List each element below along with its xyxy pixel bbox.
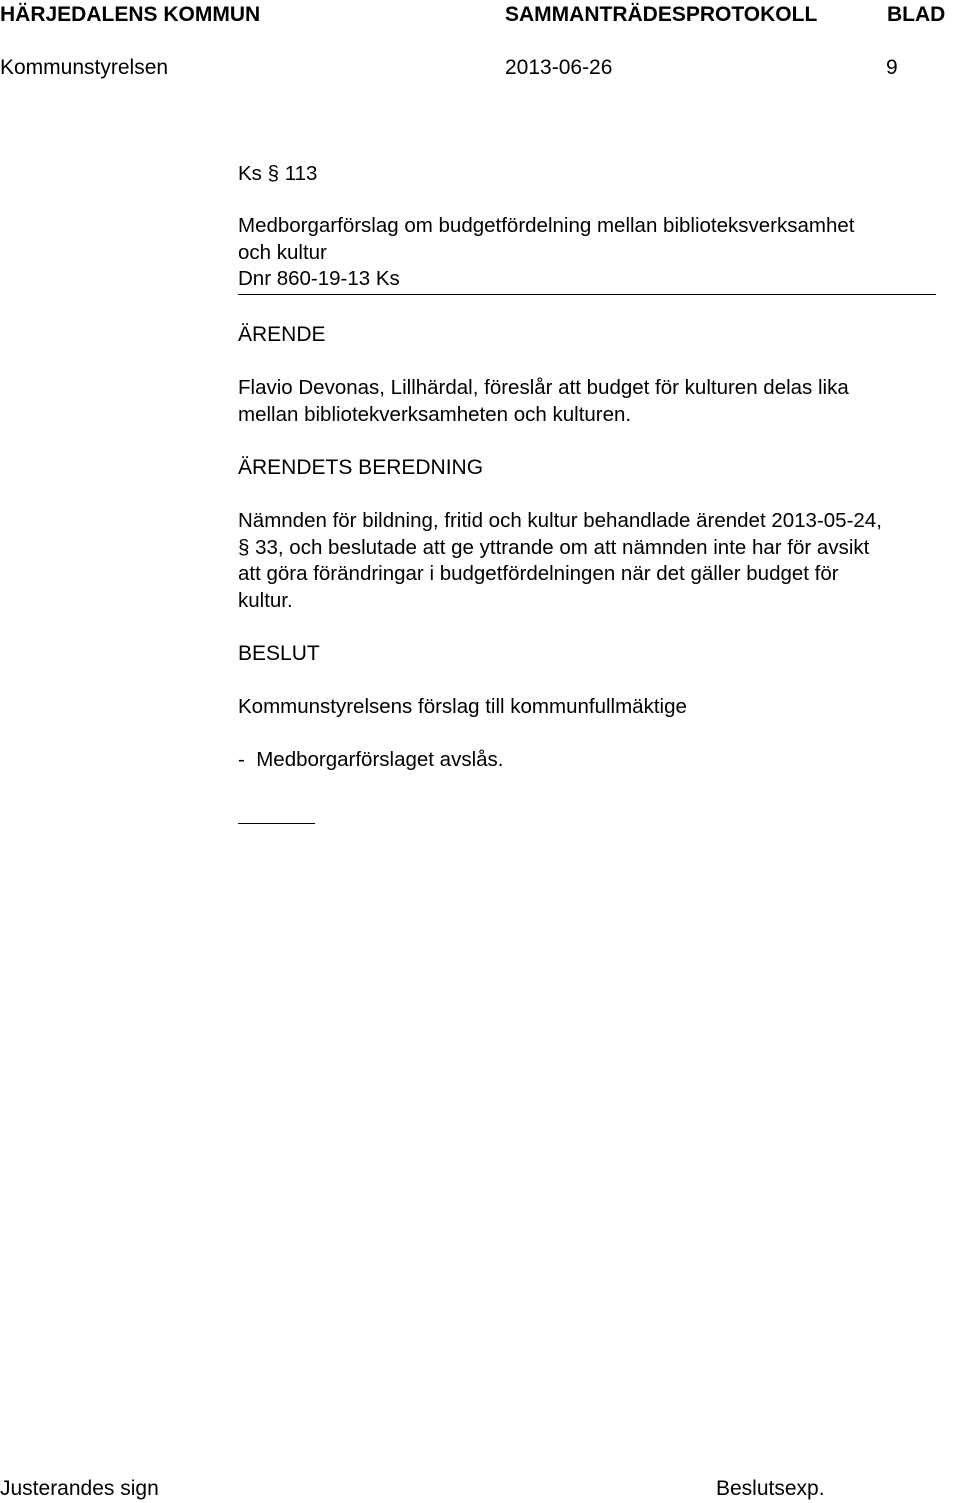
item-number: Ks § 113 xyxy=(238,162,318,185)
beslut-item: - Medborgarförslaget avslås. xyxy=(238,748,504,771)
meeting-date: 2013-06-26 xyxy=(505,56,613,79)
beredning-heading: ÄRENDETS BEREDNING xyxy=(238,456,484,479)
document-type: SAMMANTRÄDESPROTOKOLL xyxy=(505,3,818,26)
beredning-text-line-2: § 33, och beslutade att ge yttrande om att nämnden inte har för avsikt xyxy=(238,536,870,559)
beslut-heading: BESLUT xyxy=(238,642,320,665)
arende-text-line-2: mellan bibliotekverksamheten och kulturen. xyxy=(238,403,632,426)
diary-number: Dnr 860-19-13 Ks xyxy=(238,267,400,290)
arende-text-line-1: Flavio Devonas, Lillhärdal, föreslår att budget för kulturen delas lika xyxy=(238,376,849,399)
footer-justerandes-sign: Justerandes sign xyxy=(0,1477,159,1500)
beslut-intro: Kommunstyrelsens förslag till kommunfullmäktige xyxy=(238,695,687,718)
beredning-text-line-3: att göra förändringar i budgetfördelningen när det gäller budget för xyxy=(238,562,839,585)
end-divider xyxy=(238,823,315,824)
municipality-name: HÄRJEDALENS KOMMUN xyxy=(0,3,261,26)
item-title-line-2: och kultur xyxy=(238,241,327,264)
beredning-text-line-4: kultur. xyxy=(238,589,293,612)
footer-beslutsexp: Beslutsexp. xyxy=(716,1477,825,1500)
blad-label: BLAD xyxy=(887,3,946,26)
arende-heading: ÄRENDE xyxy=(238,323,326,346)
page-number: 9 xyxy=(886,56,898,79)
item-title-line-1: Medborgarförslag om budgetfördelning mellan biblioteksverksamhet xyxy=(238,214,855,237)
committee-name: Kommunstyrelsen xyxy=(0,56,169,79)
title-divider xyxy=(238,294,936,295)
beredning-text-line-1: Nämnden för bildning, fritid och kultur behandlade ärendet 2013-05-24, xyxy=(238,509,882,532)
